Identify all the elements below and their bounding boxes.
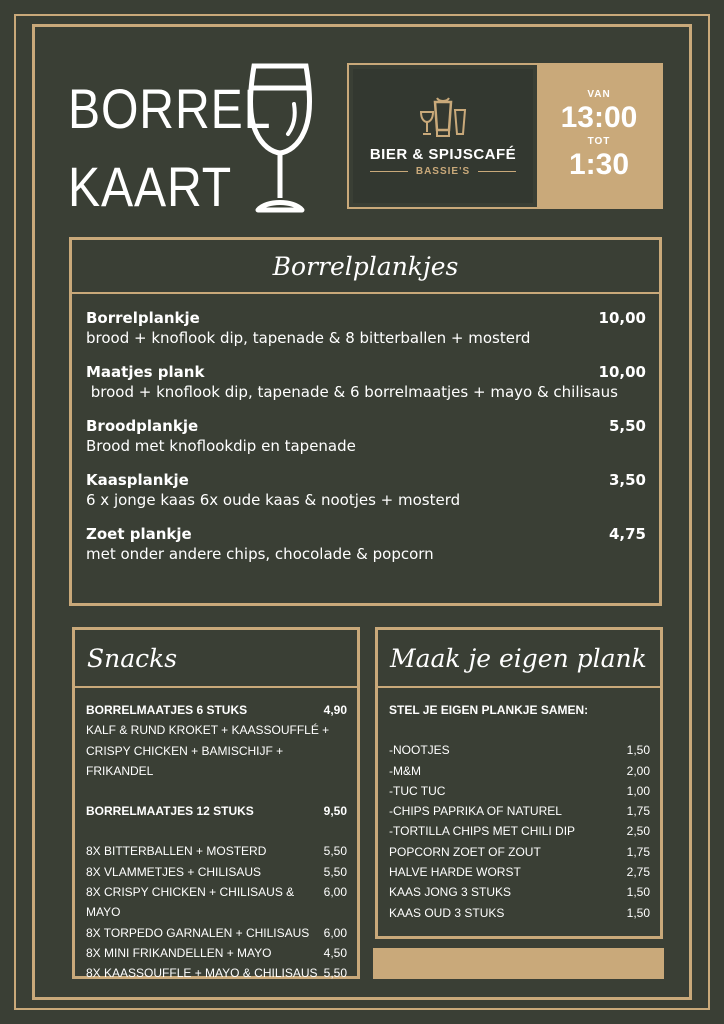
- brand-box: [347, 63, 663, 209]
- item-price: 4,50: [323, 945, 347, 960]
- item-description: met onder andere chips, chocolade & popcorn: [86, 545, 434, 563]
- from-time: 13:00: [560, 101, 638, 134]
- list-item: [86, 524, 646, 564]
- beer-glasses-logo-icon: [415, 96, 471, 142]
- item-price: 1,00: [626, 783, 650, 798]
- decorative-bar: [373, 948, 664, 979]
- item-name: 8X VLAMMETJES + CHILISAUS: [86, 864, 262, 879]
- section-title-borrelplankjes: Borrelplankjes: [272, 251, 459, 281]
- list-item: [86, 416, 646, 456]
- item-name: 8X KAASSOUFFLE + MAYO & CHILISAUS: [86, 966, 318, 981]
- list-item: [389, 903, 650, 923]
- page-title: [68, 70, 271, 226]
- list-item: [86, 943, 347, 963]
- list-item: [389, 740, 650, 760]
- list-item: [86, 801, 347, 821]
- item-name: 8X CRISPY CHICKEN + CHILISAUS & MAYO: [86, 885, 295, 920]
- item-description: 6 x jonge kaas 6x oude kaas & nootjes + mosterd: [86, 491, 461, 509]
- item-description: KALF & RUND KROKET + KAASSOUFFLÉ + CRISPY CHICKEN + BAMISCHIJF + FRIKANDEL: [86, 723, 330, 778]
- brand-subname: BASSIE'S: [415, 165, 471, 177]
- item-name: -M&M: [389, 763, 421, 778]
- item-price: 3,50: [608, 471, 646, 489]
- item-price: 10,00: [598, 363, 646, 381]
- borrelplankjes-panel: [69, 237, 662, 606]
- list-item: [389, 821, 650, 841]
- item-name: Broodplankje: [86, 417, 199, 435]
- item-price: 6,00: [323, 925, 347, 940]
- title-line-2: KAART: [68, 155, 233, 218]
- opening-hours: [537, 65, 661, 207]
- item-price: 2,00: [626, 763, 650, 778]
- item-name: Borrelplankje: [86, 309, 200, 327]
- section-subtitle: STEL JE EIGEN PLANKJE SAMEN:: [389, 703, 589, 717]
- item-name: BORRELMAATJES 6 STUKS: [86, 703, 248, 717]
- item-price: 5,50: [323, 844, 347, 859]
- item-name: KAAS OUD 3 STUKS: [389, 905, 505, 920]
- item-name: Zoet plankje: [86, 525, 192, 543]
- item-name: Maatjes plank: [86, 363, 205, 381]
- item-price: 1,50: [626, 885, 650, 900]
- section-title-snacks: Snacks: [87, 643, 178, 673]
- brand-logo-block: [353, 69, 533, 203]
- list-item: [389, 761, 650, 781]
- item-name: -NOOTJES: [389, 743, 450, 758]
- item-price: 2,50: [626, 824, 650, 839]
- list-item: [389, 781, 650, 801]
- item-name: -CHIPS PAPRIKA OF NATUREL: [389, 804, 562, 819]
- list-item: [86, 862, 347, 882]
- item-name: HALVE HARDE WORST: [389, 865, 521, 880]
- from-label: VAN: [587, 89, 611, 100]
- item-description: brood + knoflook dip, tapenade & 8 bitterballen + mosterd: [86, 329, 531, 347]
- list-item: [389, 882, 650, 902]
- item-description: brood + knoflook dip, tapenade & 6 borrelmaatjes + mayo & chilisaus: [86, 383, 619, 401]
- item-price: 2,75: [626, 865, 650, 880]
- list-item: [389, 862, 650, 882]
- list-item: [86, 362, 646, 402]
- plank-list: [72, 308, 659, 564]
- item-price: 5,50: [323, 966, 347, 981]
- item-name: BORRELMAATJES 12 STUKS: [86, 804, 254, 819]
- snacks-panel: [72, 627, 360, 979]
- item-price: 6,00: [323, 885, 347, 900]
- list-item: [86, 470, 646, 510]
- list-item: [86, 841, 347, 861]
- list-item: [86, 882, 347, 923]
- list-item: [86, 963, 347, 983]
- item-price: 1,75: [626, 844, 650, 859]
- item-price: 5,50: [323, 864, 347, 879]
- item-name: Kaasplankje: [86, 471, 189, 489]
- item-price: 5,50: [608, 417, 646, 435]
- brand-name: BIER & SPIJSCAFÉ: [369, 145, 517, 163]
- to-time: 1:30: [568, 148, 630, 181]
- item-name: 8X BITTERBALLEN + MOSTERD: [86, 844, 267, 859]
- item-price: 4,90: [323, 703, 347, 717]
- list-item: [86, 308, 646, 348]
- divider: [478, 171, 516, 172]
- item-price: 9,50: [323, 804, 347, 819]
- item-description: Brood met knoflookdip en tapenade: [86, 437, 356, 455]
- item-name: -TORTILLA CHIPS MET CHILI DIP: [389, 824, 576, 839]
- item-name: -TUC TUC: [389, 783, 446, 798]
- item-name: KAAS JONG 3 STUKS: [389, 885, 512, 900]
- list-item: [389, 801, 650, 821]
- divider: [370, 171, 408, 172]
- section-title-eigen-plank: Maak je eigen plank: [390, 643, 647, 673]
- title-line-1: BORREL: [68, 77, 272, 140]
- list-item: [86, 923, 347, 943]
- item-price: 4,75: [608, 525, 646, 543]
- wine-glass-icon: [244, 60, 316, 216]
- list-item: [389, 842, 650, 862]
- to-label: TOT: [587, 136, 611, 147]
- item-name: POPCORN ZOET OF ZOUT: [389, 844, 541, 859]
- item-name: 8X MINI FRIKANDELLEN + MAYO: [86, 945, 272, 960]
- item-price: 1,50: [626, 905, 650, 920]
- item-price: 10,00: [598, 309, 646, 327]
- item-name: 8X TORPEDO GARNALEN + CHILISAUS: [86, 925, 310, 940]
- list-item: [86, 700, 347, 720]
- eigen-plank-panel: [375, 627, 663, 939]
- item-price: 1,50: [626, 743, 650, 758]
- item-price: 1,75: [626, 804, 650, 819]
